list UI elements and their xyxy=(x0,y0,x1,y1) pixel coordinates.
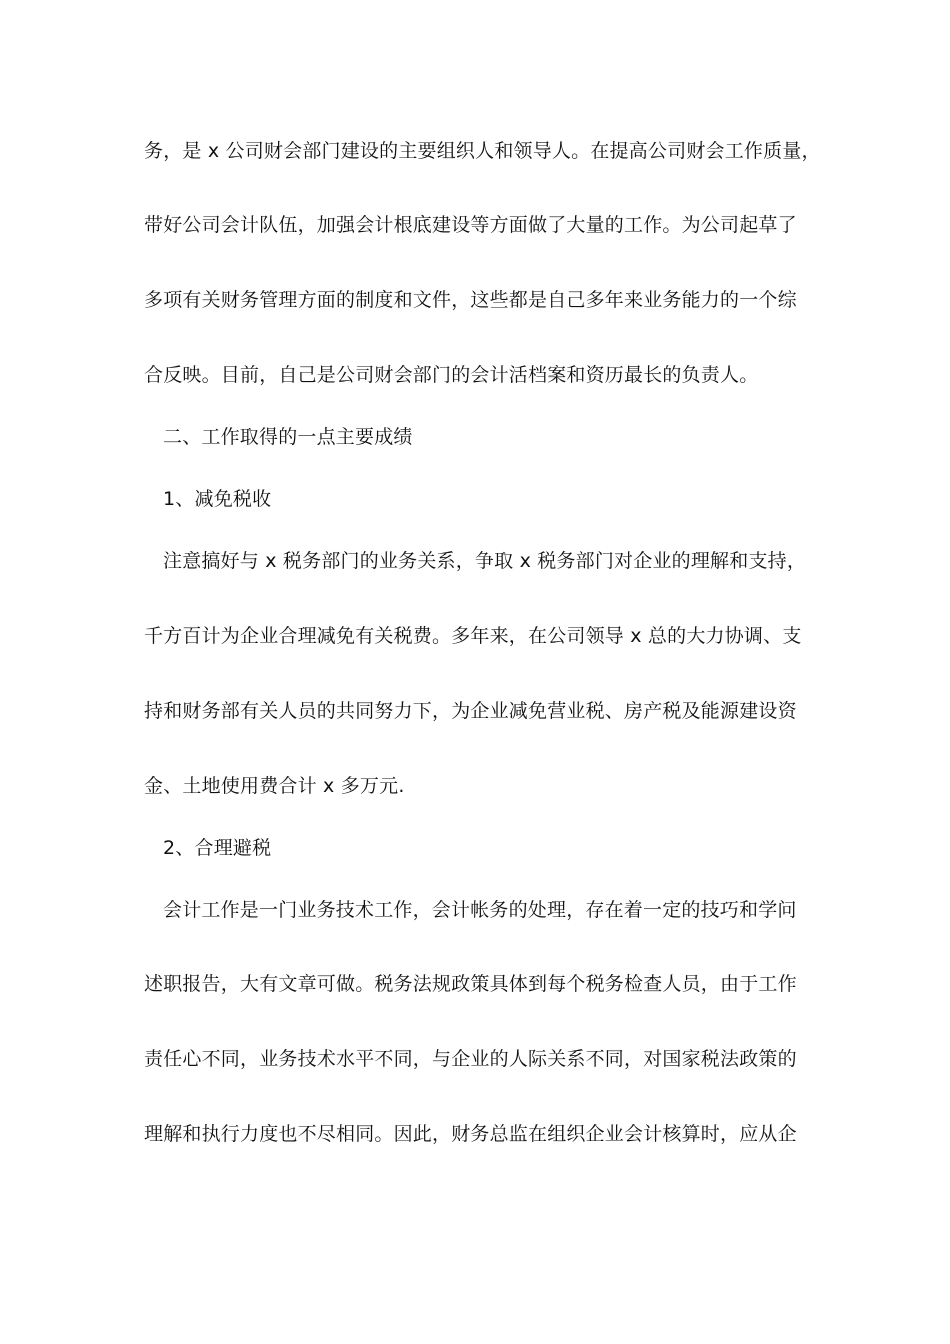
subsection-heading: 1、减免税收 xyxy=(163,488,272,510)
subsection-heading: 2、合理避税 xyxy=(163,837,272,859)
section-heading: 二、工作取得的一点主要成绩 xyxy=(163,426,413,448)
body-line: 述职报告，大有文章可做。税务法规政策具体到每个税务检查人员，由于工作 xyxy=(144,973,797,995)
body-line: 持和财务部有关人员的共同努力下，为企业减免营业税、房产税及能源建设资 xyxy=(144,700,797,722)
body-line: 会计工作是一门业务技术工作，会计帐务的处理，存在着一定的技巧和学问 xyxy=(163,899,797,921)
body-line: 注意搞好与 x 税务部门的业务关系，争取 x 税务部门对企业的理解和支持， xyxy=(163,550,807,572)
body-line: 理解和执行力度也不尽相同。因此，财务总监在组织企业会计核算时，应从企 xyxy=(144,1123,797,1145)
body-line: 金、土地使用费合计 x 多万元. xyxy=(144,775,405,797)
body-line: 带好公司会计队伍，加强会计根底建设等方面做了大量的工作。为公司起草了 xyxy=(144,214,797,236)
body-line: 千方百计为企业合理减免有关税费。多年来，在公司领导 x 总的大力协调、支 xyxy=(144,625,802,647)
body-line: 责任心不同，业务技术水平不同，与企业的人际关系不同，对国家税法政策的 xyxy=(144,1048,797,1070)
body-line: 多项有关财务管理方面的制度和文件，这些都是自己多年来业务能力的一个综 xyxy=(144,289,797,311)
body-line: 务，是 x 公司财会部门建设的主要组织人和领导人。在提高公司财会工作质量， xyxy=(144,140,821,162)
body-line: 合反映。目前，自己是公司财会部门的会计活档案和资历最长的负责人。 xyxy=(144,364,759,386)
